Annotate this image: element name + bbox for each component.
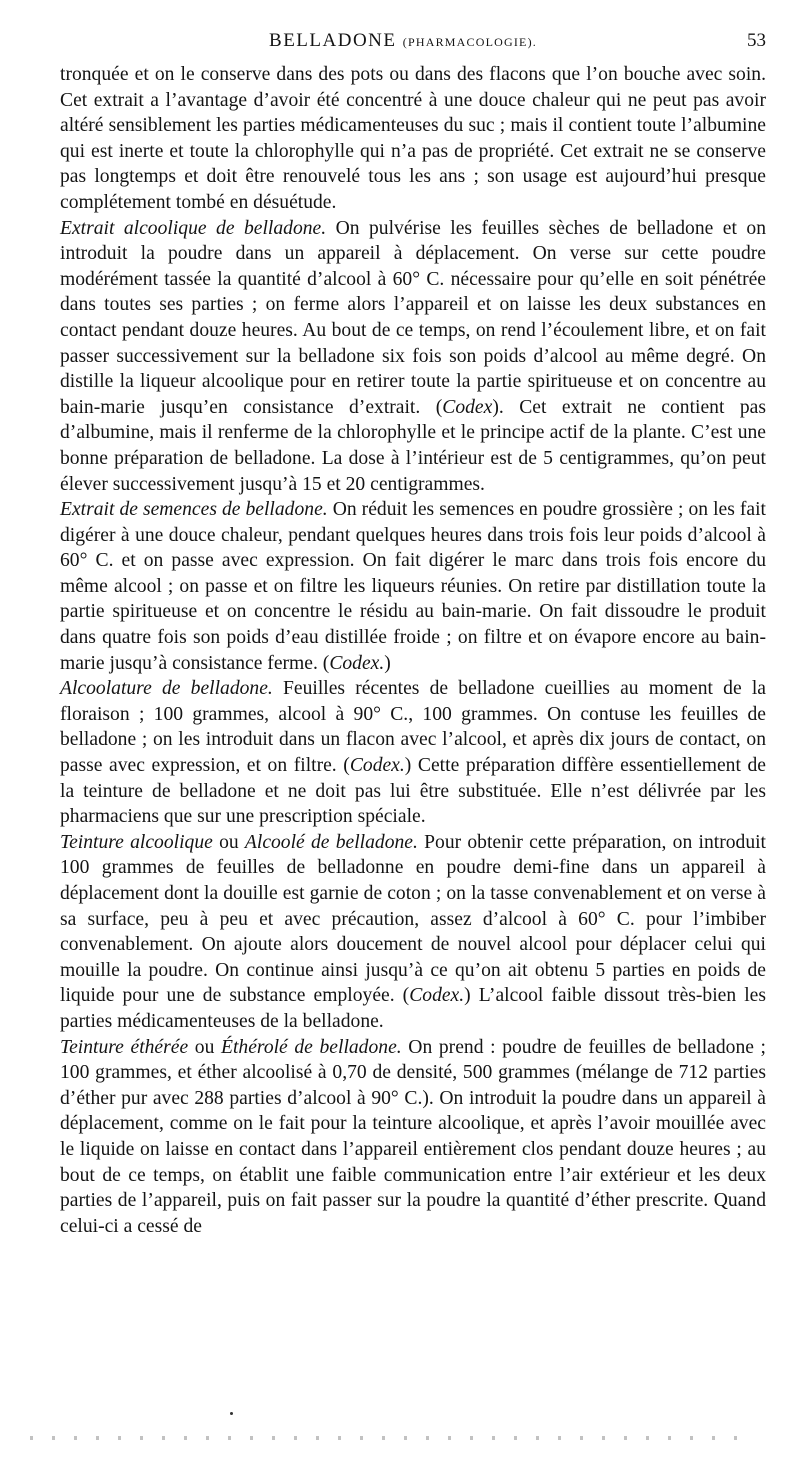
header-subtitle: (PHARMACOLOGIE).: [402, 35, 537, 49]
header-title: BELLADONE: [269, 30, 397, 51]
italic-run: Alcoolature de belladone.: [60, 678, 273, 700]
italic-run: Extrait de semences de belladone.: [60, 499, 328, 521]
scan-bottom-edge: [30, 1436, 750, 1440]
text-run: tronquée et on le conserve dans des pots ou dans des flacons que l’on bouche avec soin. Cet extrait a l’avantage d’avoir été concentré à une douce chaleur qui ne peut pas avoir altéré sensiblement les parties médicamenteuses du suc ; mais il contient toute l’albumine qui est inerte et toute la chlorophylle qui n’a pas de propriété. Cet extrait ne se conserve pas longtemps et doit être renouvelé tous les ans ; son usage est aujourd’hui presque complétement tombé en désuétude.: [60, 64, 766, 213]
text-run: ) Cette préparation diffère essentiellement de la teinture de belladone et ne doit pas lui être substituée. Elle n’est délivrée par les pharmaciens que sur une prescription spéciale.: [60, 755, 766, 828]
text-run: On réduit les semences en poudre grossière ; on les fait digérer à une douce chaleur, pendant quelques heures dans trois fois leur poids d’alcool à 60° C. et on passe avec expression. On fait digérer le marc dans trois fois encore du même alcool ; on passe et on filtre les liqueurs réunies. On retire par distillation toute la partie spiritueuse et on concentre le résidu au bain-marie. On fait dissoudre le produit dans quatre fois son poids d’eau distillée froide ; on filtre et on évapore encore au bain-marie jusqu’à consistance ferme. (: [60, 499, 766, 674]
italic-run: Codex.: [329, 652, 385, 674]
paragraph: [60, 830, 766, 1035]
italic-run: Éthérolé de belladone.: [221, 1036, 402, 1058]
text-run: On pulvérise les feuilles sèches de belladone et on introduit la poudre dans un appareil à déplacement. On verse sur cette poudre modérément tassée la quantité d’alcool à 60° C. nécessaire pour qu’elle en soit pénétrée dans toutes ses parties ; on ferme alors l’appareil et on laisse les deux substances en contact pendant douze heures. Au bout de ce temps, on rend l’écoulement libre, et on fait passer successivement sur la belladone six fois son poids d’alcool au même degré. On distille la liqueur alcoolique pour en retirer toute la partie spiritueuse et on concentre au bain-marie jusqu’en consistance d’extrait. (: [60, 217, 766, 418]
text-run: ): [384, 652, 391, 674]
running-title: [40, 30, 766, 52]
text-run: Pour obtenir cette préparation, on introduit 100 grammes de feuilles de belladonne en poudre demi-fine dans un appareil à déplacement dont la douille est garnie de coton ; on la tasse convenablement et on verse à sa surface, peu à peu et avec précaution, assez d’alcool à 60° C. pour l’imbiber convenablement. On ajoute alors doucement de nouvel alcool pour déplacer celui qui mouille la poudre. On continue ainsi jusqu’à ce qu’on ait obtenu 5 parties en poids de liquide pour une de substance employée. (: [60, 831, 767, 1007]
print-speck: [230, 1412, 233, 1415]
italic-run: Codex: [442, 396, 493, 418]
paragraph: [60, 676, 766, 830]
italic-run: Codex.: [349, 755, 405, 777]
paragraph: [60, 497, 766, 676]
text-run: ) L’alcool faible dissout très-bien les parties médicamenteuses de la belladone.: [60, 985, 766, 1032]
italic-run: Teinture alcoolique: [60, 831, 213, 853]
text-run: ou: [212, 831, 245, 853]
running-header: [40, 30, 766, 56]
body-text: [60, 62, 766, 1239]
page-number: 53: [747, 30, 766, 51]
paragraph: [60, 1035, 766, 1240]
italic-run: Extrait alcoolique de belladone.: [60, 217, 327, 239]
text-run: Feuilles récentes de belladone cueillies au moment de la floraison ; 100 grammes, alcool à 90° C., 100 grammes. On contuse les feuilles de belladone ; on les introduit dans un flacon avec l’alcool, et après dix jours de contact, on passe avec expression, et on filtre. (: [60, 678, 766, 777]
text-run: ou: [188, 1036, 222, 1058]
italic-run: Codex.: [409, 985, 465, 1007]
text-run: On prend : poudre de feuilles de belladone ; 100 grammes, et éther alcoolisé à 0,70 de densité, 500 grammes (mélange de 712 parties d’éther pur avec 288 parties d’alcool à 90° C.). On introduit la poudre dans un appareil à déplacement, comme on le fait pour la teinture alcoolique, et après l’avoir mouillée avec le liquide on laisse en contact dans l’appareil entièrement clos pendant douze heures ; au bout de ce temps, on établit une faible communication entre l’air extérieur et les deux parties de l’appareil, puis on fait passer sur la poudre la quantité d’éther prescrite. Quand celui-ci a cessé de: [60, 1036, 767, 1237]
italic-run: Teinture éthérée: [60, 1036, 189, 1058]
italic-run: Alcoolé de belladone.: [244, 831, 418, 853]
paragraph: [60, 216, 766, 498]
paragraph: [60, 62, 766, 216]
text-run: ). Cet extrait ne contient pas d’albumine, mais il renferme de la chlorophylle et le principe actif de la plante. C’est une bonne préparation de belladone. La dose à l’intérieur est de 5 centigrammes, qu’on peut élever successivement jusqu’à 15 et 20 centigrammes.: [60, 396, 766, 495]
